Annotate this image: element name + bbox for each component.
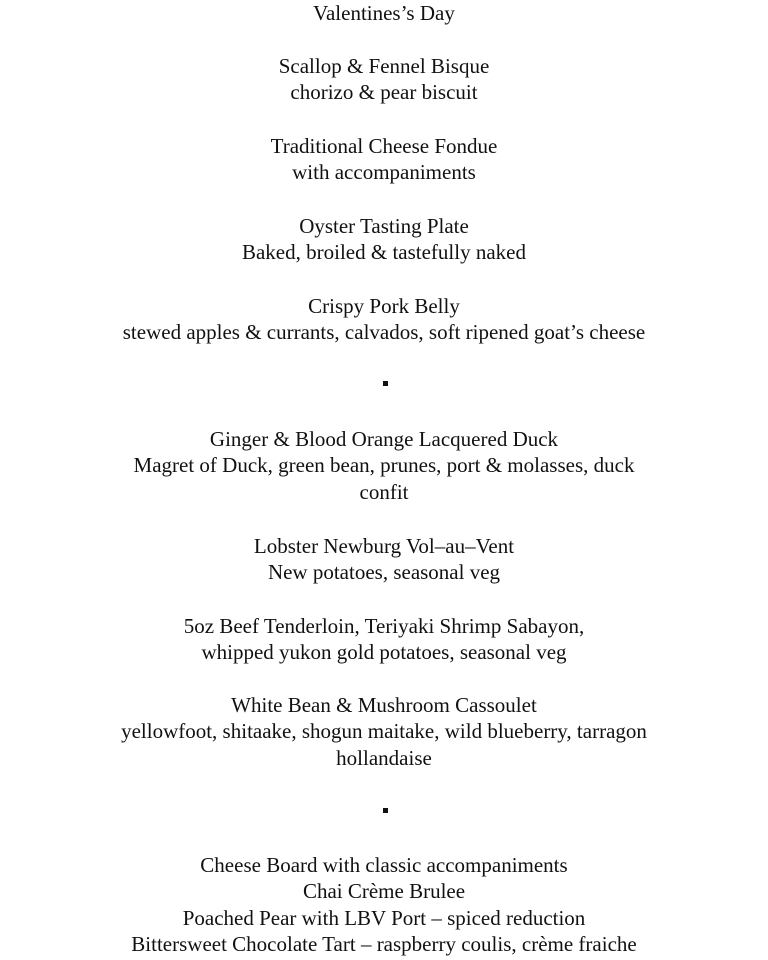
dessert-2: Chai Crème Brulee — [302, 879, 466, 903]
section-separator-2 — [383, 808, 388, 813]
starter-4-name: Crispy Pork Belly — [308, 294, 460, 318]
main-3-name: 5oz Beef Tenderloin, Teriyaki Shrimp Sabayon, — [183, 614, 585, 638]
main-2-name: Lobster Newburg Vol–au–Vent — [253, 534, 515, 558]
starter-2-name: Traditional Cheese Fondue — [270, 134, 498, 158]
starter-4-desc: stewed apples & currants, calvados, soft ripened goat’s cheese — [122, 320, 646, 344]
dessert-1: Cheese Board with classic accompaniments — [200, 853, 568, 877]
main-4-name: White Bean & Mushroom Cassoulet — [231, 693, 537, 717]
main-2-desc: New potatoes, seasonal veg — [267, 560, 501, 584]
section-separator-1 — [383, 381, 388, 386]
menu-title: Valentines’s Day — [313, 1, 455, 25]
starter-1-name: Scallop & Fennel Bisque — [278, 54, 490, 78]
main-1-desc-line-2: confit — [359, 480, 409, 504]
dessert-4: Bittersweet Chocolate Tart – raspberry coulis, crème fraiche — [131, 932, 637, 956]
main-3-desc: whipped yukon gold potatoes, seasonal veg — [201, 640, 567, 664]
starter-3-name: Oyster Tasting Plate — [299, 214, 469, 238]
dessert-3: Poached Pear with LBV Port – spiced reduction — [182, 906, 586, 930]
starter-1-desc: chorizo & pear biscuit — [290, 80, 478, 104]
starter-3-desc: Baked, broiled & tastefully naked — [241, 240, 526, 264]
starter-2-desc: with accompaniments — [292, 160, 476, 184]
main-4-desc-line-1: yellowfoot, shitaake, shogun maitake, wild blueberry, tarragon — [121, 719, 647, 743]
main-1-name: Ginger & Blood Orange Lacquered Duck — [209, 427, 559, 451]
main-1-desc-line-1: Magret of Duck, green bean, prunes, port & molasses, duck — [133, 453, 635, 477]
main-4-desc-line-2: hollandaise — [336, 746, 432, 770]
